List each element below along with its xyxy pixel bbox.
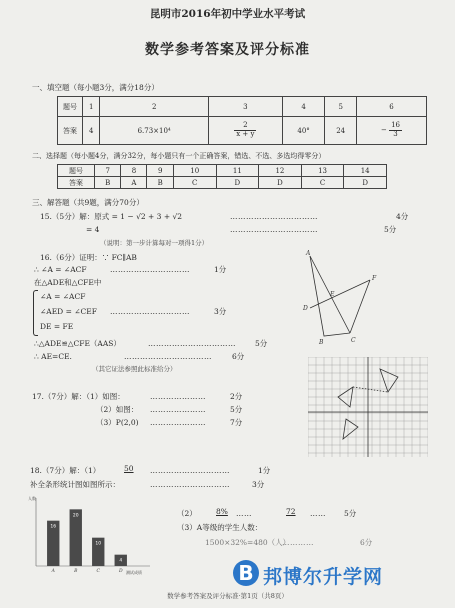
q17-score3: 7分 xyxy=(230,418,243,427)
answer-fraction-cell: − $\frac{16}{3}$ xyxy=(356,117,426,145)
section3-title: 三、解答题（共9题，满分70分） xyxy=(32,198,144,207)
q18-score3: 5分 xyxy=(344,509,357,518)
doc-title: 数学参考答案及评分标准 xyxy=(145,42,310,58)
bar-data-label: 20 xyxy=(72,513,79,519)
q16-cond2: ∠AED = ∠CEF xyxy=(40,307,97,316)
exam-title: 昆明市2016年初中学业水平考试 xyxy=(149,8,306,20)
triangle-translated xyxy=(380,369,398,392)
table-cell: D xyxy=(259,177,302,189)
table-cell: 24 xyxy=(325,117,357,145)
q15-score2: 5分 xyxy=(384,225,397,234)
q16-line2: ∴ ∠A = ∠ACF xyxy=(34,265,87,274)
dot-leader: …………………………… xyxy=(124,352,212,361)
dot-leader: …………………………… xyxy=(230,225,318,234)
q18-blank1: 50 xyxy=(124,464,134,473)
dot-leader: …………………………… xyxy=(230,212,318,221)
q18-score5: 6分 xyxy=(360,538,373,547)
dot-leader: …… xyxy=(310,509,326,518)
table-cell: D xyxy=(344,177,387,189)
section2-title: 二、选择题（每小题4分，满分32分，每小题只有一个正确答案，错选、不选、多选均得零分） xyxy=(32,152,326,160)
q16-note: （其它证法参照此标准给分） xyxy=(92,365,177,373)
dot-leader: ………………… xyxy=(150,418,206,427)
table-cell: B xyxy=(147,177,173,189)
table-cell: D xyxy=(216,177,259,189)
q17-line1: 17.（7分）解：（1）如图： xyxy=(32,392,125,401)
q15-line1: 15.（5分）解：原式 = 1 − √2 + 3 + √2 xyxy=(40,212,183,221)
dot-leader: ………………………… xyxy=(110,265,190,274)
q17-line3: （3）P(2,0) xyxy=(96,418,139,427)
q18-score1: 1分 xyxy=(258,466,271,475)
q18-bar-chart xyxy=(26,494,160,582)
q17-score2: 5分 xyxy=(230,405,243,414)
choice-table xyxy=(57,164,387,189)
row-label-number: 题号 xyxy=(58,165,95,177)
point-label: C xyxy=(351,337,356,344)
q15-score1: 4分 xyxy=(396,212,409,221)
q18-line3: （2） xyxy=(177,509,197,518)
dot-leader: ………………… xyxy=(150,392,206,401)
q15-line2: = 4 xyxy=(86,225,100,234)
point-label: F xyxy=(372,275,377,282)
q16-line5: ∴ AE=CE. xyxy=(34,352,72,361)
table-cell: 3 xyxy=(208,97,282,117)
bar-category-label: A xyxy=(51,569,55,574)
table-cell: 6.73×10⁴ xyxy=(100,117,209,145)
table-cell: 40° xyxy=(282,117,325,145)
table-cell: 13 xyxy=(301,165,344,177)
page-footer: 数学参考答案及评分标准·第1页（共8页） xyxy=(167,592,288,600)
table-cell: C xyxy=(173,177,216,189)
brace xyxy=(33,290,38,336)
dot-leader: ………………………… xyxy=(150,480,230,489)
row-label-number: 题号 xyxy=(58,97,83,117)
q18-line5: 1500×32%=480（人） xyxy=(205,538,291,547)
fraction: $\frac{16}{3}$ xyxy=(391,121,400,138)
table-cell: 10 xyxy=(173,165,216,177)
q18-blank2: 8% xyxy=(216,507,228,516)
table-cell: 7 xyxy=(95,165,121,177)
table-cell: 12 xyxy=(259,165,302,177)
chart-xlabel: 测试成绩 xyxy=(126,570,142,575)
connector xyxy=(353,387,388,392)
chart-ylabel: 人数 xyxy=(28,496,36,501)
bar-category-label: C xyxy=(96,569,100,574)
q18-blank3: 72 xyxy=(286,507,296,516)
q16-score4: 5分 xyxy=(255,339,268,348)
table-cell: 5 xyxy=(325,97,357,117)
table-cell: 1 xyxy=(83,97,100,117)
table-cell: 4 xyxy=(282,97,325,117)
q17-line2: （2）如图： xyxy=(96,405,139,414)
point-label: B xyxy=(319,339,324,346)
table-cell: 8 xyxy=(121,165,147,177)
bar-data-label: 10 xyxy=(95,541,102,547)
q18-line2: 补全条形统计图如图所示： xyxy=(30,480,120,489)
bar-data-label: 16 xyxy=(50,524,57,530)
section1-title: 一、填空题（每小题3分，满分18分） xyxy=(32,83,159,92)
table-cell: C xyxy=(301,177,344,189)
fraction: $\frac{2}{x + y}$ xyxy=(236,121,255,138)
q18-line1: 18.（7分）解：（1） xyxy=(30,466,101,475)
q17-score1: 2分 xyxy=(230,392,243,401)
point-label: E xyxy=(330,291,335,298)
q16-cond1: ∠A = ∠ACF xyxy=(40,292,86,301)
dot-leader: …………………………… xyxy=(148,339,236,348)
q18-line4: （3）A等级的学生人数： xyxy=(177,523,263,532)
q17-coordinate-grid xyxy=(308,357,428,457)
row-label-answer: 答案 xyxy=(58,117,83,145)
row-label-answer: 答案 xyxy=(58,177,95,189)
q16-line1: 16.（6分）证明：∵ FC∥AB xyxy=(40,253,137,262)
q16-cond3: DE = FE xyxy=(40,322,74,331)
fill-blank-table xyxy=(57,96,427,145)
table-cell: 9 xyxy=(147,165,173,177)
table-cell: 4 xyxy=(83,117,100,145)
q16-geometry-figure xyxy=(292,248,382,348)
table-cell: 6 xyxy=(356,97,426,117)
table-cell: B xyxy=(95,177,121,189)
dot-leader: ………………………… xyxy=(110,307,190,316)
table-cell: 14 xyxy=(344,165,387,177)
point-label: D xyxy=(303,305,308,312)
brand-logo-icon: B xyxy=(233,560,259,586)
table-cell: 11 xyxy=(216,165,259,177)
bar-category-label: D xyxy=(118,569,123,574)
q16-score-c2: 3分 xyxy=(214,307,227,316)
q16-line3: 在△ADE和△CFE中 xyxy=(34,278,102,287)
q16-score5: 6分 xyxy=(232,352,245,361)
q16-line4: ∴△ADE≌△CFE（AAS） xyxy=(34,339,121,348)
q16-score2: 1分 xyxy=(214,265,227,274)
dot-leader: ………………… xyxy=(150,405,206,414)
bar-data-label: 4 xyxy=(119,558,123,564)
brand-watermark: 邦博尔升学网 xyxy=(263,566,384,588)
table-cell: 2 xyxy=(100,97,209,117)
dot-leader: ………… xyxy=(282,538,314,547)
dot-leader: …… xyxy=(236,509,252,518)
answer-fraction-cell xyxy=(208,117,282,145)
table-cell: A xyxy=(121,177,147,189)
point-label: A xyxy=(306,250,311,257)
q18-score2: 3分 xyxy=(252,480,265,489)
bar-category-label: B xyxy=(74,569,78,574)
dot-leader: ………………………… xyxy=(150,466,230,475)
q15-note: （说明：第一步计算每对一项得1分） xyxy=(100,239,209,247)
